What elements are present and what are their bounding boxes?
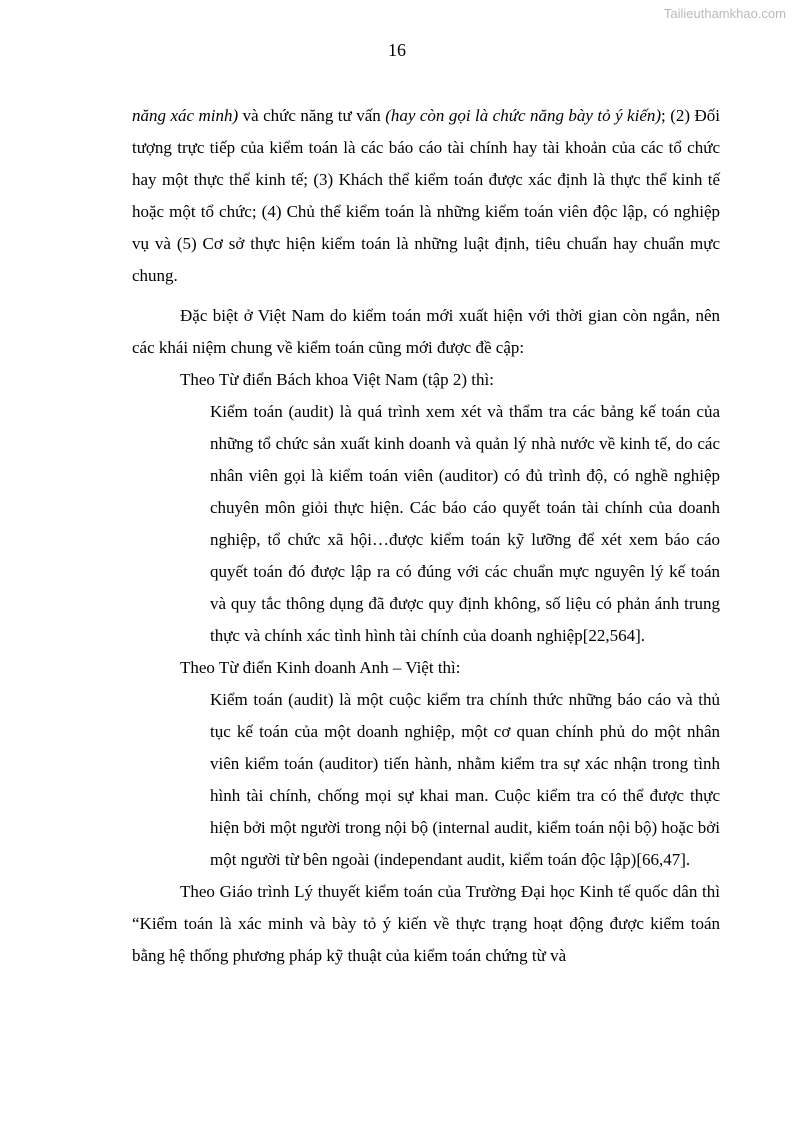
document-body — [132, 100, 720, 972]
italic-phrase-a: năng xác minh) — [132, 106, 239, 125]
paragraph-textbook-definition: Theo Giáo trình Lý thuyết kiểm toán của Trường Đại học Kinh tế quốc dân thì “Kiểm toán là xác minh và bày tỏ ý kiến về thực trạng hoạt động được kiểm toán bằng hệ thống phương pháp kỹ thuật của kiểm toán chứng từ và — [132, 882, 720, 965]
text-d: ; (2) Đối tượng trực tiếp của kiểm toán là các báo cáo tài chính hay tài khoản của các tổ chức hay một thực thể kinh tế; (3) Khách thể kiểm toán được xác định là thực thể kinh tế hoặc một tổ chức; (4) Chủ thể kiểm toán là những kiểm toán viên độc lập, có nghiệp vụ và (5) Cơ sở thực hiện kiểm toán là những luật định, tiêu chuẩn hay chuẩn mực chung. — [132, 106, 720, 285]
paragraph-vietnam-concepts: Đặc biệt ở Việt Nam do kiểm toán mới xuất hiện với thời gian còn ngắn, nên các khái niệm chung về kiểm toán cũng mới được đề cập: — [132, 306, 720, 357]
text-b: và chức năng tư vấn — [238, 106, 386, 125]
quote-encyclopedia-definition: Kiểm toán (audit) là quá trình xem xét và thẩm tra các bảng kế toán của những tổ chức sản xuất kinh doanh và quản lý nhà nước về kinh tế, do các nhân viên gọi là kiểm toán viên (auditor) có đủ trình độ, có nghề nghiệp chuyên môn giỏi thực hiện. Các báo cáo quyết toán tài chính của doanh nghiệp, tổ chức xã hội…được kiểm toán kỹ lưỡng để xét xem báo cáo quyết toán đó được lập ra có đúng với các chuẩn mực nguyên lý kế toán và quy tắc thông dụng đã được quy định không, số liệu có phản ánh trung thực và chính xác tình hình tài chính của doanh nghiệp[22,564]. — [210, 402, 720, 645]
quote-business-dictionary-definition: Kiểm toán (audit) là một cuộc kiểm tra chính thức những báo cáo và thủ tục kế toán của một doanh nghiệp, một cơ quan chính phủ do một nhân viên kiểm toán (auditor) tiến hành, nhằm kiểm tra sự xác nhận trong tình hình tài chính, chống mọi sự khai man. Cuộc kiểm tra có thể được thực hiện bởi một người trong nội bộ (internal audit, kiểm toán nội bộ) hoặc bởi một người từ bên ngoài (independant audit, kiểm toán độc lập)[66,47]. — [210, 690, 720, 869]
paragraph-continuation — [132, 100, 720, 292]
italic-phrase-c: (hay còn gọi là chức năng bày tỏ ý kiến) — [385, 106, 662, 125]
page-number: 16 — [388, 40, 406, 60]
watermark: Tailieuthamkhao.com — [663, 6, 786, 21]
lead-encyclopedia: Theo Từ điển Bách khoa Việt Nam (tập 2) thì: — [180, 370, 494, 389]
lead-business-dictionary: Theo Từ điển Kinh doanh Anh – Việt thì: — [180, 658, 461, 677]
